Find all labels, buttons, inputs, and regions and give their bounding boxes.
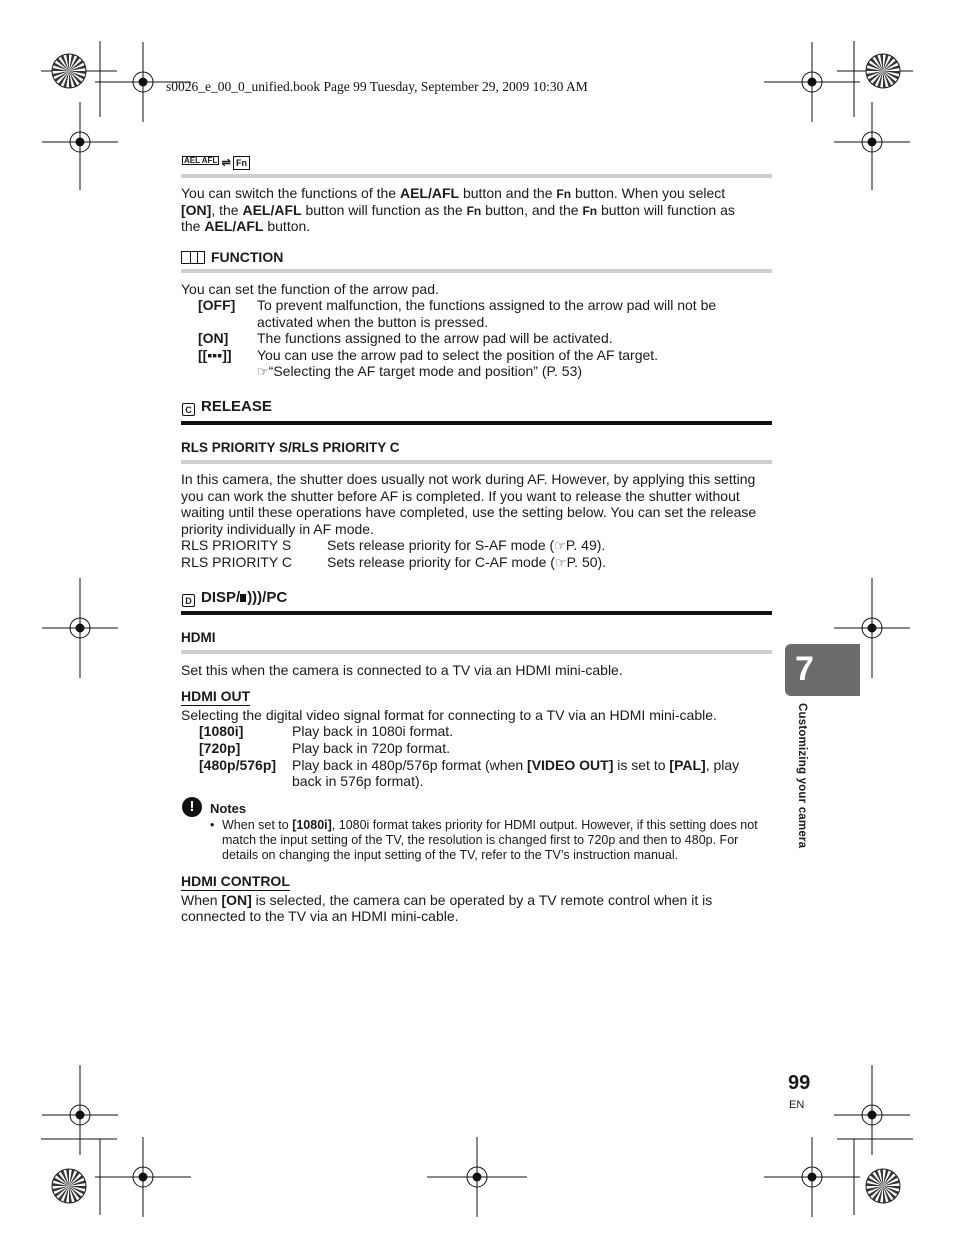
ael-fn-paragraph-line-2: [ON], the AEL/AFL button will function as the Fn button, and the Fn button will function as (181, 202, 735, 218)
page-number: 99 (788, 1072, 811, 1094)
registration-mark (834, 1065, 910, 1155)
registration-mark (427, 1137, 527, 1217)
chapter-tab (785, 644, 860, 696)
rls-priority-s-desc: Sets release priority for S-AF mode (☞P. 49). (327, 537, 606, 553)
hdmi-option-desc-720p: Play back in 720p format. (292, 740, 450, 756)
option-key-on: [ON] (198, 330, 229, 346)
registration-mark (42, 1065, 118, 1155)
notes-text: When set to [1080i], 1080i format takes priority for HDMI output. However, if this setting does not match the input setting of the TV, the resolution is changed first to 720p and then to 480p. For details on changing the input setting of the TV, refer to the TV’s instruction manual. (222, 818, 758, 863)
hdmi-option-desc-480p-line-2: back in 576p format). (292, 773, 424, 789)
rls-priority-c-key: RLS PRIORITY C (181, 554, 292, 570)
release-paragraph-line-2: you can work the shutter before AF is completed. If you want to release the shutter without (181, 488, 740, 504)
custom-menu-c-icon: C (182, 403, 195, 416)
registration-mark (764, 42, 860, 122)
bullet: • (210, 818, 215, 832)
hdmi-option-key-720p: [720p] (199, 740, 241, 756)
language-code: EN (789, 1099, 805, 1111)
option-desc-on: The functions assigned to the arrow pad will be activated. (257, 330, 613, 346)
option-desc-af-target: You can use the arrow pad to select the position of the AF target. (257, 347, 659, 363)
notes-heading: Notes (210, 801, 247, 816)
star-target-mark (866, 54, 900, 88)
release-paragraph-line-3: waiting until these operations have completed, use the setting below. You can set the release (181, 504, 757, 520)
registration-mark (42, 578, 118, 678)
option-key-off: [OFF] (198, 297, 236, 313)
star-target-mark (52, 54, 86, 88)
hdmi-option-desc-1080i: Play back in 1080i format. (292, 723, 454, 739)
rls-priority-heading: RLS PRIORITY S/RLS PRIORITY C (181, 440, 400, 455)
release-paragraph-line-4: priority individually in AF mode. (181, 521, 374, 537)
hdmi-out-heading: HDMI OUT (181, 688, 251, 704)
ael-fn-switch-icon: AEL AFL ⇌ Fn (182, 156, 250, 170)
rls-priority-c-desc: Sets release priority for C-AF mode (☞P. 50). (327, 554, 607, 570)
hdmi-control-line-1: When [ON] is selected, the camera can be operated by a TV remote control when it is (181, 892, 713, 908)
option-key-af-target: [[▪▪▪]] (198, 347, 232, 363)
function-reference: ☞“Selecting the AF target mode and position” (P. 53) (257, 363, 583, 379)
print-header-line: s0026_e_00_0_unified.book Page 99 Tuesday, September 29, 2009 10:30 AM (166, 79, 588, 94)
release-paragraph-line-1: In this camera, the shutter does usually not work during AF. However, by applying this setting (181, 471, 756, 487)
ael-fn-paragraph-line-1: You can switch the functions of the AEL/AFL button and the Fn button. When you select (181, 185, 726, 201)
rls-priority-s-key: RLS PRIORITY S (181, 537, 292, 553)
hdmi-option-desc-480p-line-1: Play back in 480p/576p format (when [VIDEO OUT] is set to [PAL], play (292, 757, 740, 773)
hdmi-control-line-2: connected to the TV via an HDMI mini-cable. (181, 908, 459, 924)
star-target-mark (52, 1169, 86, 1203)
reference-hand-icon: ☞ (554, 538, 566, 553)
reference-hand-icon: ☞ (554, 555, 567, 570)
section-divider (181, 650, 772, 654)
section-divider (181, 174, 772, 178)
section-divider (181, 269, 772, 273)
ael-fn-paragraph-line-3: the AEL/AFL button. (181, 218, 311, 234)
registration-mark (834, 102, 910, 190)
speaker-icon (240, 594, 246, 602)
registration-mark (42, 102, 118, 190)
release-heading: C RELEASE (182, 398, 272, 416)
hdmi-out-intro: Selecting the digital video signal format for connecting to a TV via an HDMI mini-cable. (181, 707, 717, 723)
arrow-pad-icon (181, 251, 205, 264)
function-heading: FUNCTION (181, 249, 283, 265)
hdmi-option-key-1080i: [1080i] (199, 723, 244, 739)
section-rule (181, 421, 772, 425)
function-intro: You can set the function of the arrow pad. (181, 281, 439, 297)
star-target-mark (866, 1169, 900, 1203)
chapter-number: 7 (795, 650, 814, 688)
registration-mark (95, 1137, 191, 1217)
option-desc-off-line-1: To prevent malfunction, the functions assigned to the arrow pad will not be (257, 297, 717, 313)
hdmi-control-heading: HDMI CONTROL (181, 873, 290, 889)
hdmi-option-key-480p: [480p/576p] (199, 757, 277, 773)
section-rule (181, 611, 772, 615)
custom-menu-d-icon: D (182, 594, 195, 607)
registration-mark (764, 1137, 860, 1217)
reference-hand-icon: ☞ (257, 364, 269, 379)
warning-icon: ! (182, 797, 202, 817)
disp-heading: D DISP/ )))/PC (182, 589, 287, 607)
chapter-side-label: Customizing your camera (796, 703, 808, 849)
hdmi-heading: HDMI (181, 630, 216, 645)
option-desc-off-line-2: activated when the button is pressed. (257, 314, 489, 330)
hdmi-intro: Set this when the camera is connected to a TV via an HDMI mini-cable. (181, 662, 623, 678)
section-divider (181, 460, 772, 464)
